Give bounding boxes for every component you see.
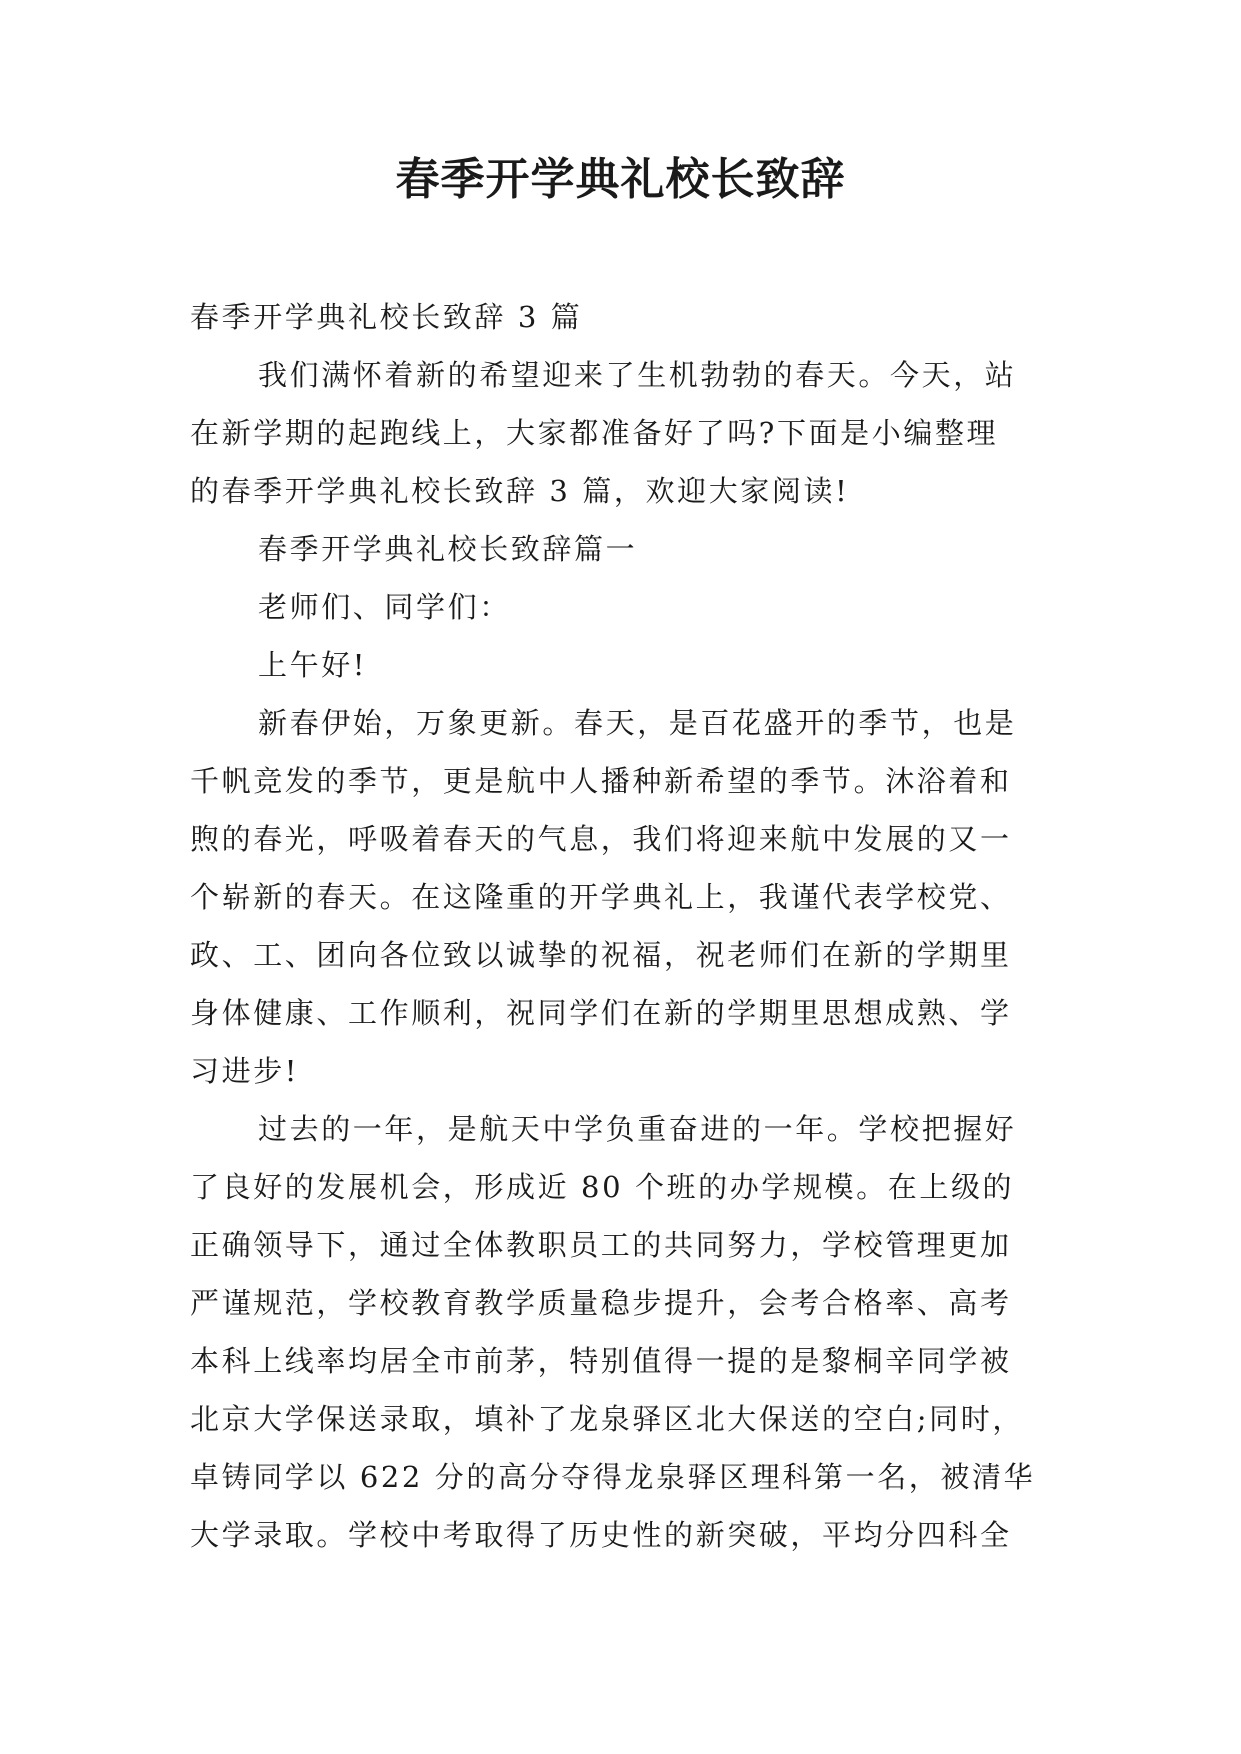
paragraph-line: 严谨规范，学校教育教学质量稳步提升，会考合格率、高考: [190, 1286, 1012, 1320]
paragraph-line: 新春伊始，万象更新。春天，是百花盛开的季节，也是: [258, 706, 1017, 740]
salutation-line: 老师们、同学们：: [258, 590, 511, 624]
greeting-line: 上午好!: [258, 648, 368, 682]
paragraph-line: 大学录取。学校中考取得了历史性的新突破，平均分四科全: [190, 1518, 1012, 1552]
paragraph-line: 过去的一年，是航天中学负重奋进的一年。学校把握好: [258, 1112, 1017, 1146]
paragraph-line: 的春季开学典礼校长致辞 3 篇，欢迎大家阅读!: [190, 474, 850, 508]
paragraph-line: 北京大学保送录取，填补了龙泉驿区北大保送的空白;同时，: [190, 1402, 1024, 1436]
paragraph-line: 千帆竞发的季节，更是航中人播种新希望的季节。沐浴着和: [190, 764, 1012, 798]
paragraph-line: 了良好的发展机会，形成近 80 个班的办学规模。在上级的: [190, 1170, 1015, 1204]
paragraph-line: 本科上线率均居全市前茅，特别值得一提的是黎桐辛同学被: [190, 1344, 1012, 1378]
paragraph-line: 卓铸同学以 622 分的高分夺得龙泉驿区理科第一名，被清华: [190, 1460, 1036, 1494]
document-body: [190, 288, 1050, 1564]
paragraph-line: 我们满怀着新的希望迎来了生机勃勃的春天。今天，站: [258, 358, 1017, 392]
subtitle-line: 春季开学典礼校长致辞 3 篇: [190, 300, 583, 334]
paragraph-line: 在新学期的起跑线上，大家都准备好了吗?下面是小编整理: [190, 416, 999, 450]
paragraph-line: 身体健康、工作顺利，祝同学们在新的学期里思想成熟、学: [190, 996, 1012, 1030]
paragraph-line: 习进步!: [190, 1054, 300, 1088]
paragraph-line: 正确领导下，通过全体教职员工的共同努力，学校管理更加: [190, 1228, 1012, 1262]
paragraph-line: 政、工、团向各位致以诚挚的祝福，祝老师们在新的学期里: [190, 938, 1012, 972]
document-title: 春季开学典礼校长致辞: [395, 154, 846, 205]
section-heading: 春季开学典礼校长致辞篇一: [258, 532, 638, 566]
paragraph-line: 煦的春光，呼吸着春天的气息，我们将迎来航中发展的又一: [190, 822, 1012, 856]
paragraph-line: 个崭新的春天。在这隆重的开学典礼上，我谨代表学校党、: [190, 880, 1012, 914]
